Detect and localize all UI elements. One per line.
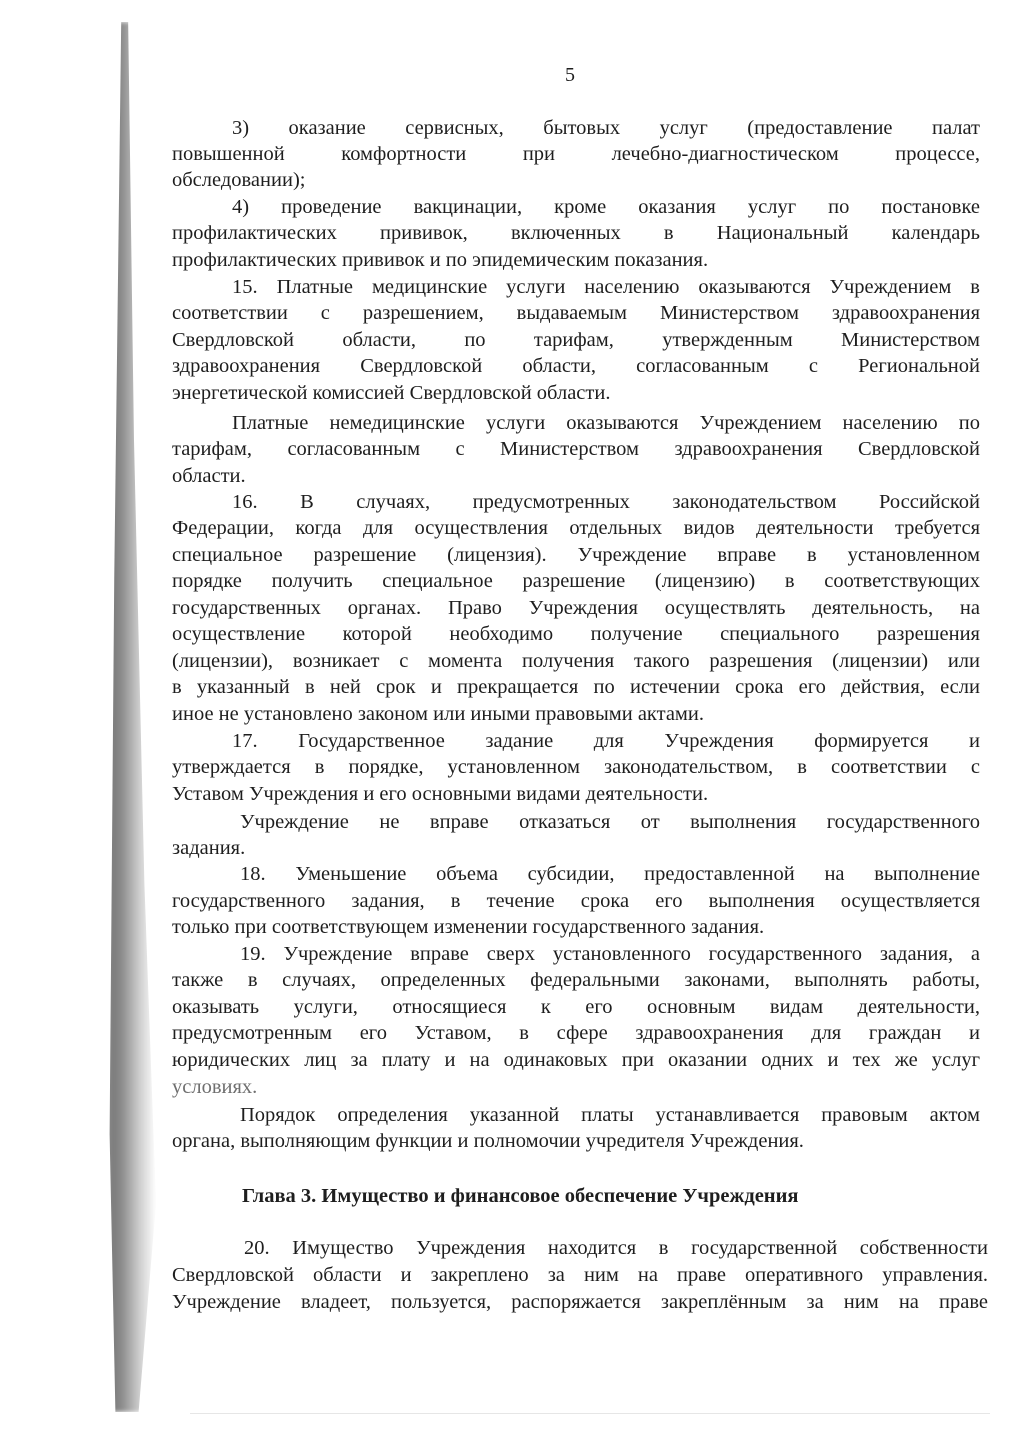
paragraph-4-line: профилактических прививок и по эпидемическим показания. <box>172 249 709 271</box>
paragraph-16-line: иное не установлено законом или иными правовыми актами. <box>172 703 704 725</box>
paragraph-15-line: 15. Платные медицинские услуги населению оказываются Учреждением в <box>232 276 980 298</box>
paragraph-3-line: обследовании); <box>172 169 306 191</box>
paragraph-19b-line: органа, выполняющим функции и полномочии учредителя Учреждения. <box>172 1130 804 1152</box>
paragraph-16-line: государственных органах. Право Учреждения осуществлять деятельность, на <box>172 597 980 619</box>
paragraph-18-line: государственного задания, в течение срока его выполнения осуществляется <box>172 890 980 912</box>
paragraph-16-line: осуществление которой необходимо получение специального разрешения <box>172 623 980 645</box>
paragraph-19-line: юридических лиц за плату и на одинаковых при оказании одних и тех же услуг <box>172 1049 980 1071</box>
paragraph-19-line: условиях. <box>172 1076 258 1098</box>
paragraph-17b-line: задания. <box>172 837 246 859</box>
paragraph-16-line: в указанный в ней срок и прекращается по истечении срока его действия, если <box>172 676 980 698</box>
paragraph-17b-line: Учреждение не вправе отказаться от выполнения государственного <box>240 811 980 833</box>
scan-bottom-edge <box>190 1413 990 1414</box>
paragraph-20-line: Учреждение владеет, пользуется, распоряжается закреплённым за ним на праве <box>172 1291 988 1313</box>
chapter-heading: Глава 3. Имущество и финансовое обеспечение Учреждения <box>242 1185 799 1207</box>
paragraph-19-line: предусмотренным его Уставом, в сфере здравоохранения для граждан и <box>172 1022 980 1044</box>
paragraph-15-line: энергетической комиссией Свердловской области. <box>172 382 611 404</box>
paragraph-17-line: Уставом Учреждения и его основными видами деятельности. <box>172 783 709 805</box>
paragraph-19-line: также в случаях, определенных федеральными законами, выполнять работы, <box>172 969 980 991</box>
paragraph-20-line: 20. Имущество Учреждения находится в государственной собственности <box>244 1237 988 1259</box>
paragraph-19b-line: Порядок определения указанной платы устанавливается правовым актом <box>240 1104 980 1126</box>
paragraph-18-line: 18. Уменьшение объема субсидии, предоставленной на выполнение <box>240 863 980 885</box>
paragraph-16-line: Федерации, когда для осуществления отдельных видов деятельности требуется <box>172 517 980 539</box>
page-number: 5 <box>565 64 575 86</box>
paragraph-4-line: 4) проведение вакцинации, кроме оказания услуг по постановке <box>232 196 980 218</box>
paragraph-15b-line: тарифам, согласованным с Министерством здравоохранения Свердловской <box>172 438 980 460</box>
paragraph-18-line: только при соответствующем изменении государственного задания. <box>172 916 765 938</box>
paragraph-15-line: соответствии с разрешением, выдаваемым Министерством здравоохранения <box>172 302 980 324</box>
paragraph-16-line: (лицензии), возникает с момента получения такого разрешения (лицензии) или <box>172 650 980 672</box>
paragraph-17-line: 17. Государственное задание для Учреждения формируется и <box>232 730 980 752</box>
paragraph-17-line: утверждается в порядке, установленном законодательством, в соответствии с <box>172 756 980 778</box>
paragraph-15-line: Свердловской области, по тарифам, утвержденным Министерством <box>172 329 980 351</box>
paragraph-19-line: 19. Учреждение вправе сверх установленного государственного задания, а <box>240 943 980 965</box>
paragraph-15b-line: области. <box>172 465 246 487</box>
paragraph-16-line: порядке получить специальное разрешение (лицензию) в соответствующих <box>172 570 980 592</box>
scan-edge-shadow <box>98 22 156 1412</box>
paragraph-16-line: 16. В случаях, предусмотренных законодательством Российской <box>232 491 980 513</box>
paragraph-3-line: повышенной комфортности при лечебно-диагностическом процессе, <box>172 143 980 165</box>
paragraph-4-line: профилактических прививок, включенных в Национальный календарь <box>172 222 980 244</box>
paragraph-20-line: Свердловской области и закреплено за ним на праве оперативного управления. <box>172 1264 988 1286</box>
paragraph-19-line: оказывать услуги, относящиеся к его основным видам деятельности, <box>172 996 980 1018</box>
paragraph-16-line: специальное разрешение (лицензия). Учреждение вправе в установленном <box>172 544 980 566</box>
paragraph-15b-line: Платные немедицинские услуги оказываются Учреждением населению по <box>232 412 980 434</box>
paragraph-15-line: здравоохранения Свердловской области, согласованным с Региональной <box>172 355 980 377</box>
paragraph-3-line: 3) оказание сервисных, бытовых услуг (предоставление палат <box>232 117 980 139</box>
